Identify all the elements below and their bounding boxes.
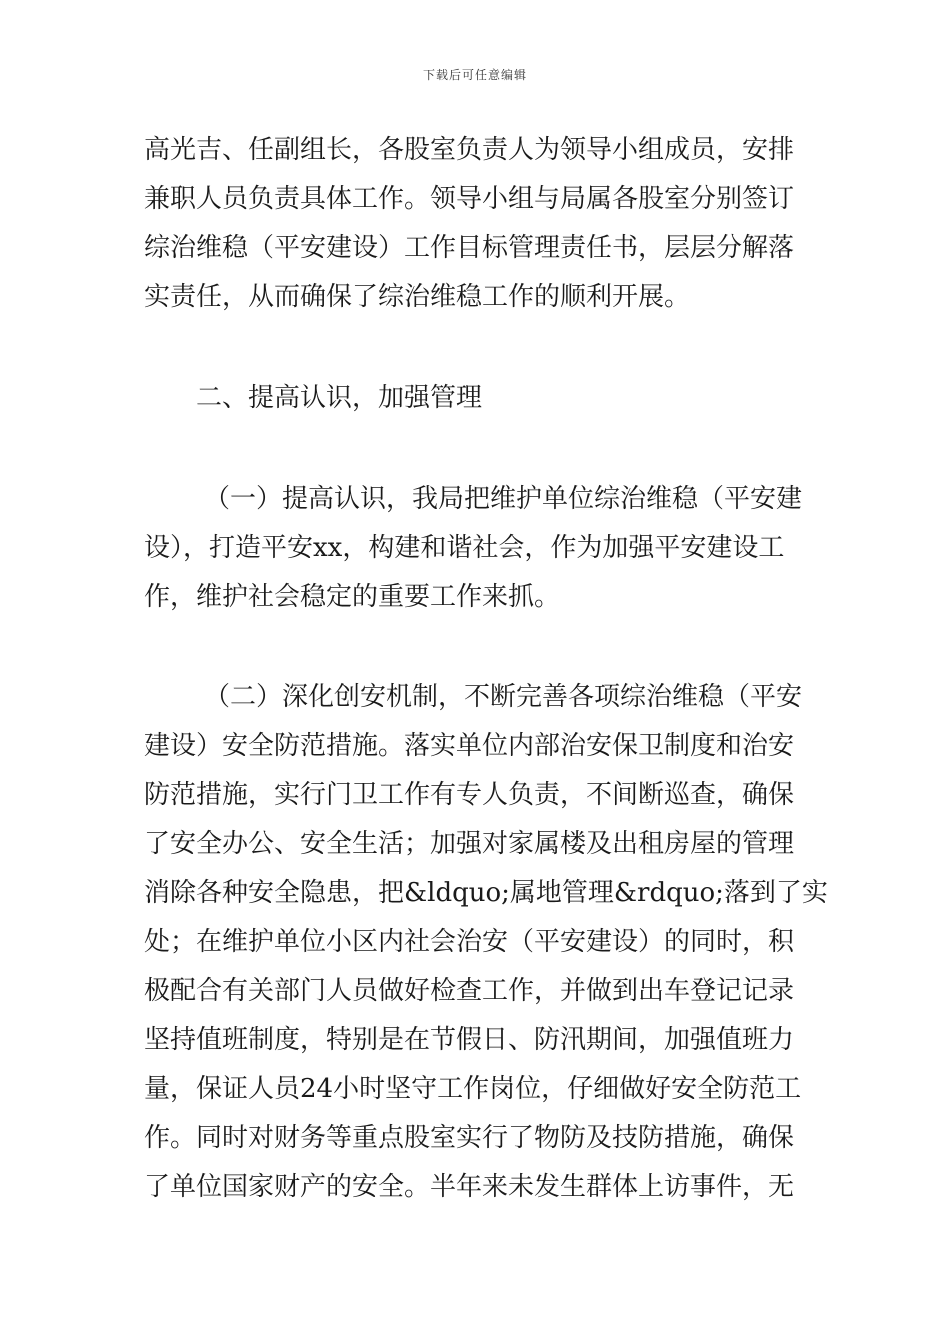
paragraph-line: 作。同时对财务等重点股室实行了物防及技防措施，确保 xyxy=(144,1123,795,1153)
paragraph-line: 高光吉、任副组长，各股室负责人为领导小组成员，安排 xyxy=(144,135,795,165)
paragraph-line: （一）提高认识，我局把维护单位综治维稳（平安建 xyxy=(204,484,803,514)
paragraph-1 xyxy=(144,126,809,322)
paragraph-line: 了单位国家财产的安全。半年来未发生群体上访事件，无 xyxy=(144,1172,795,1202)
paragraph-line: 作，维护社会稳定的重要工作来抓。 xyxy=(144,582,561,612)
paragraph-line: 综治维稳（平安建设）工作目标管理责任书，层层分解落 xyxy=(144,233,795,263)
section-heading xyxy=(144,374,809,423)
paragraph-line: 极配合有关部门人员做好检查工作，并做到出车登记记录 xyxy=(144,976,795,1006)
paragraph-item-1 xyxy=(144,475,809,622)
paragraph-line: 处；在维护单位小区内社会治安（平安建设）的同时，积 xyxy=(144,927,795,957)
paragraph-line: 了安全办公、安全生活；加强对家属楼及出租房屋的管理 xyxy=(144,829,795,859)
paragraph-line: 消除各种安全隐患，把&ldquo;属地管理&rdquo;落到了实 xyxy=(144,878,828,908)
paragraph-item-2 xyxy=(144,673,828,1212)
page-header: 下载后可任意编辑 xyxy=(422,68,527,82)
paragraph-line: 建设）安全防范措施。落实单位内部治安保卫制度和治安 xyxy=(144,731,795,761)
paragraph-line: 兼职人员负责具体工作。领导小组与局属各股室分别签订 xyxy=(144,184,795,214)
paragraph-line: 实责任，从而确保了综治维稳工作的顺利开展。 xyxy=(144,282,691,312)
paragraph-line: 量，保证人员24小时坚守工作岗位，仔细做好安全防范工 xyxy=(144,1074,802,1104)
section-heading-text: 二、提高认识，加强管理 xyxy=(196,383,483,413)
paragraph-line: 设），打造平安xx，构建和谐社会，作为加强平安建设工 xyxy=(144,533,785,563)
paragraph-line: 防范措施，实行门卫工作有专人负责，不间断巡查，确保 xyxy=(144,780,795,810)
paragraph-line: （二）深化创安机制，不断完善各项综治维稳（平安 xyxy=(204,682,803,712)
paragraph-line: 坚持值班制度，特别是在节假日、防汛期间，加强值班力 xyxy=(144,1025,795,1055)
